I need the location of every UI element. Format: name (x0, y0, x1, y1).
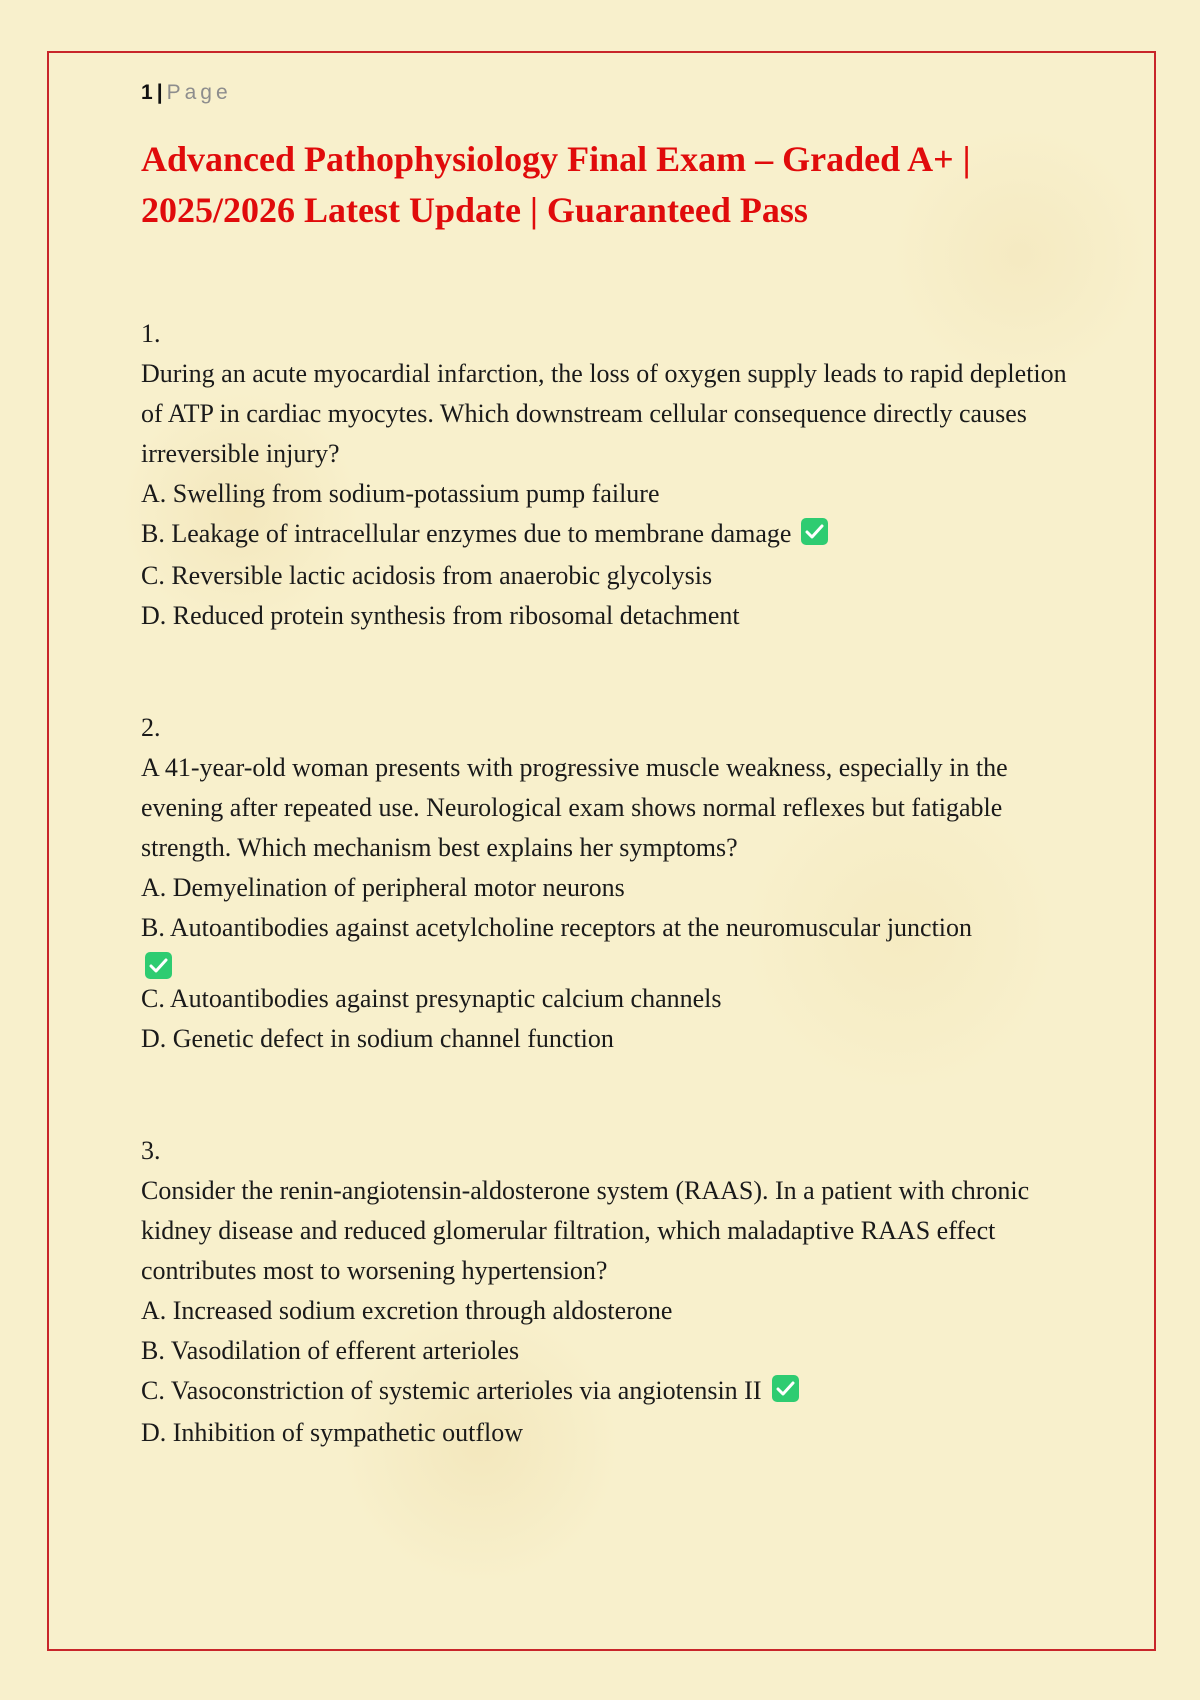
option-text: C. Vasoconstriction of systemic arterioles via angiotensin II (141, 1376, 762, 1405)
option-text: B. Vasodilation of efferent arterioles (141, 1336, 520, 1365)
check-mark-icon (801, 518, 828, 545)
option-text: A. Demyelination of peripheral motor neurons (141, 873, 625, 902)
option-text: B. Leakage of intracellular enzymes due to membrane damage (141, 519, 792, 548)
answer-option-a (141, 474, 1081, 514)
answer-options (141, 474, 1081, 636)
check-mark-icon (772, 1375, 799, 1402)
answer-option-d (141, 596, 1081, 636)
answer-option-b (141, 908, 1081, 979)
question-number: 2. (141, 713, 161, 742)
option-text: A. Increased sodium excretion through aldosterone (141, 1296, 673, 1325)
answer-option-a (141, 868, 1081, 908)
question-number: 3. (141, 1136, 161, 1165)
question-2 (141, 708, 1081, 1059)
page-header (141, 78, 1081, 108)
question-stem: A 41-year-old woman presents with progressive muscle weakness, especially in the evening after repeated use. Neurological exam shows normal reflexes but fatigable strength. Which mechanism best explains her symptoms? (141, 753, 1008, 862)
answer-option-a (141, 1291, 1081, 1331)
question-number: 1. (141, 319, 161, 348)
answer-option-d (141, 1413, 1081, 1453)
answer-options (141, 1291, 1081, 1453)
question-stem: Consider the renin-angiotensin-aldosterone system (RAAS). In a patient with chronic kidney disease and reduced glomerular filtration, which maladaptive RAAS effect contributes most to worsening hypertension? (141, 1176, 1030, 1285)
question-3 (141, 1131, 1081, 1453)
answer-option-b (141, 1331, 1081, 1371)
option-text: D. Reduced protein synthesis from ribosomal detachment (141, 601, 740, 630)
answer-options (141, 868, 1081, 1059)
option-text: C. Reversible lactic acidosis from anaerobic glycolysis (141, 561, 713, 590)
title-line-1: Advanced Pathophysiology Final Exam – Graded A+ | (141, 139, 971, 179)
option-text: D. Inhibition of sympathetic outflow (141, 1418, 524, 1447)
title-line-2: 2025/2026 Latest Update | Guaranteed Pass (141, 190, 808, 230)
page-separator: | (156, 81, 163, 104)
option-text: D. Genetic defect in sodium channel function (141, 1024, 614, 1053)
option-text: C. Autoantibodies against presynaptic calcium channels (141, 984, 722, 1013)
page-number: 1 (141, 81, 153, 104)
answer-option-b (141, 514, 1081, 556)
document-title (141, 134, 1081, 236)
page-content (141, 78, 1081, 1453)
option-text: A. Swelling from sodium-potassium pump failure (141, 479, 660, 508)
page-label: Page (166, 81, 232, 104)
answer-option-c (141, 1371, 1081, 1413)
answer-option-d (141, 1019, 1081, 1059)
question-stem: During an acute myocardial infarction, the loss of oxygen supply leads to rapid depletion of ATP in cardiac myocytes. Which downstream cellular consequence directly causes irreversible injury? (141, 359, 1067, 468)
option-text: B. Autoantibodies against acetylcholine receptors at the neuromuscular junction (141, 913, 973, 942)
answer-option-c (141, 556, 1081, 596)
question-1 (141, 314, 1081, 636)
answer-option-c (141, 979, 1081, 1019)
check-mark-icon (145, 952, 172, 979)
